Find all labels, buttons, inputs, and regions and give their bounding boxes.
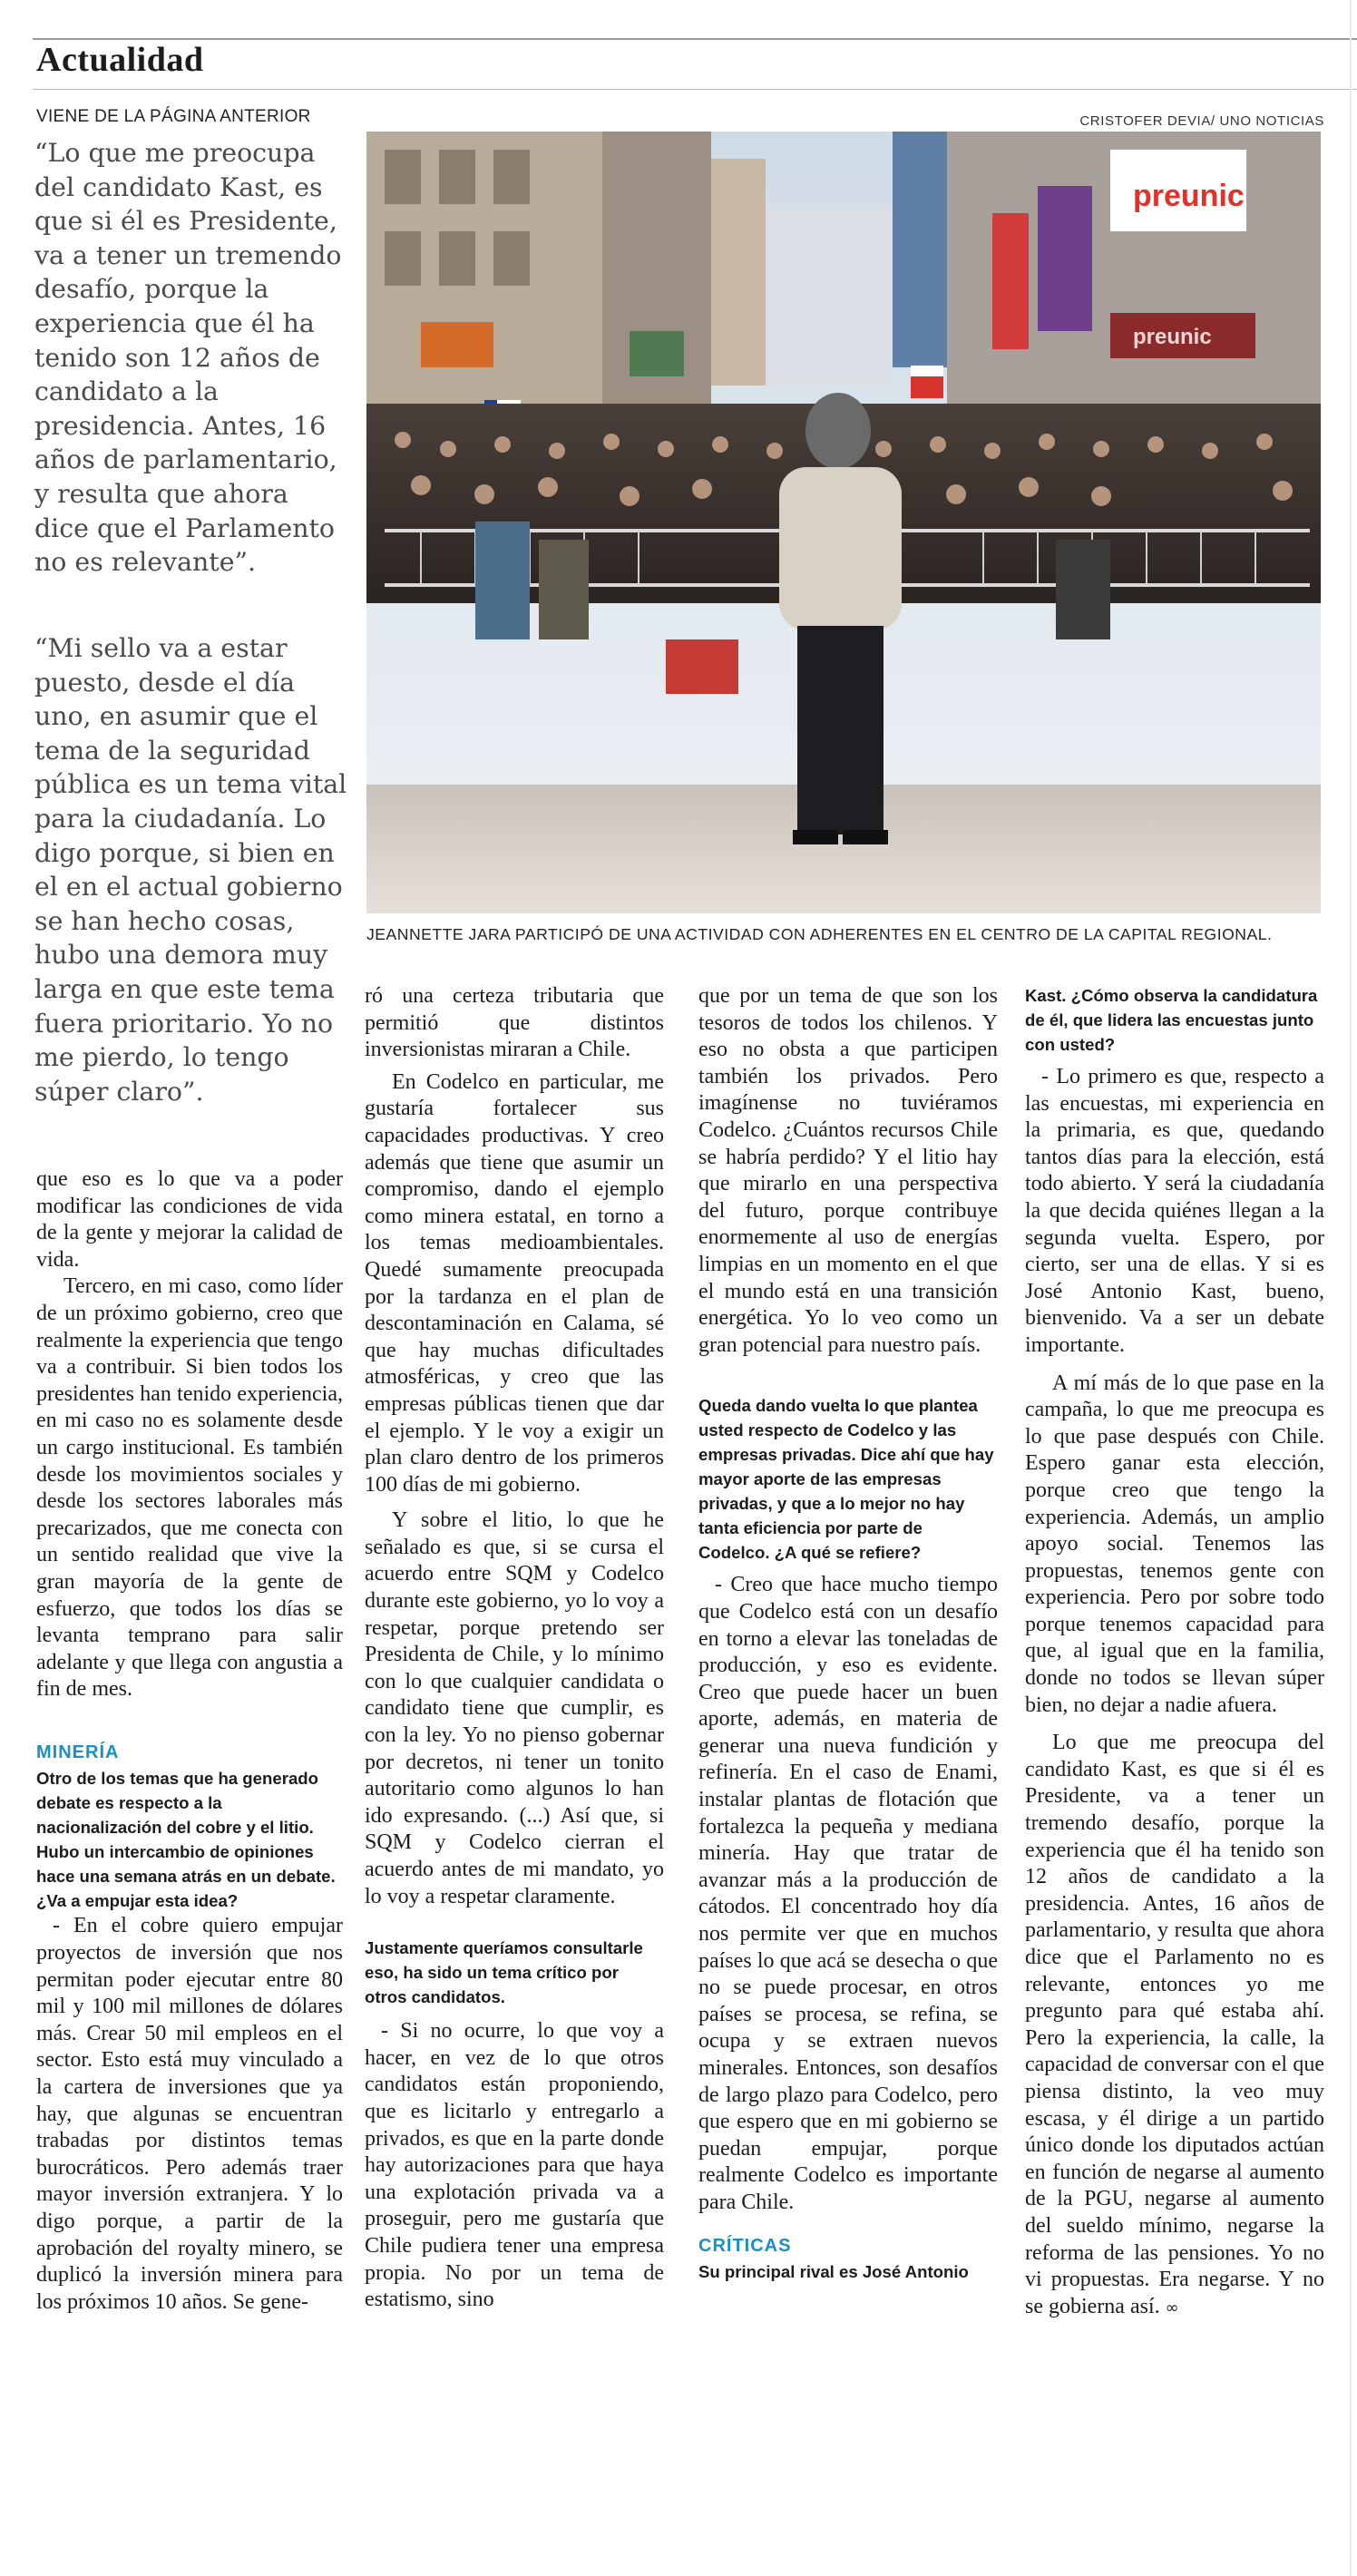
paragraph-text: Lo que me preocupa del candidato Kast, es que si él es Presidente, va a tener un tremendo desafío, porque la experiencia que él ha tenido son 12 años de candidato a la presidencia. Antes, 16 años de parlamentario, y resulta que ahora dice que el Parlamento no es relevante, entonces yo me pregunto para qué estaba ahí. Pero la experiencia, la calle, la capacidad de conversar con el que piensa distinto, la veo muy escasa, y él dirige a un partido único donde los diputados actúan en función de negarse al aumento de la PGU, negarse al aumento del sueldo mínimo, negarse la reforma de las pensiones. Yo no vi propuestas. Era negarse. Y no se gobierna así. <box>1025 1731 1324 2318</box>
paragraph: que eso es lo que va a poder modificar las condiciones de vida de la gente y mejorar la calidad de vida. <box>36 1167 343 1272</box>
paragraph <box>1025 1730 1324 2321</box>
interview-question: Kast. ¿Cómo observa la candidatura de él, que lidera las encuestas junto con usted? <box>1025 986 1318 1054</box>
paragraph: Tercero, en mi caso, como líder de un próximo gobierno, creo que realmente la experiencia que tengo va a contribuir. Si bien todos los presidentes han tenido experiencia, en mi caso no es solamente desde un cargo institucional. Es también desde los movimientos sociales y desde los sectores laborales más precarizados, que me conecta con un sentido realidad que vive la gran mayoría de la gente de esfuerzo, que todos los días se levanta temprano para salir adelante y que llega con angustia a fin de mes. <box>36 1274 343 1702</box>
column-1 <box>36 1166 343 2316</box>
paragraph: ró una certeza tributaria que permitió que distintos inversionistas miraran a Chile. <box>365 984 664 1062</box>
end-mark-icon: ∞ <box>1165 2298 1179 2317</box>
interview-question: Otro de los temas que ha generado debate es respecto a la nacionalización del cobre y el litio. Hubo un intercambio de opiniones hace una semana atrás en un debate. ¿Va a empujar esta idea? <box>36 1769 336 1911</box>
paragraph: A mí más de lo que pase en la campaña, lo que me preocupa es lo que pase después con Chile. Espero ganar esta elección, porque creo que tengo la experiencia. Además, un amplio apoyo social. Tenemos las propuestas, tenemos gente con experiencia. Pero por sobre todo porque tenemos capacidad para que, al igual que en la familia, donde no todos se llevan súper bien, no dejar a nadie afuera. <box>1025 1371 1324 1717</box>
interview-answer: - En el cobre quiero empujar proyectos de inversión que nos permitan poder ejecutar entre 80 mil y 100 mil millones de dólares más. Crear 50 mil empleos en el sector. Esto está muy vinculado a la cartera de inversiones que ya hay, que algunas se encuentran trabadas por distintos temas burocráticos. Pero además traer mayor inversión extranjera. Y lo digo porque, a partir de la aprobación del royalty minero, se duplicó la inversión minera para los próximos 10 años. Se gene- <box>36 1914 343 2314</box>
subhead-criticas: CRÍTICAS <box>698 2235 792 2256</box>
interview-answer: - Lo primero es que, respecto a las encuestas, mi experiencia en la primaria, es que, quedando tantos días para la elección, está todo abierto. Y será la ciudadanía la que decida quiénes llegan a la segunda vuelta. Espero, por cierto, ser una de ellas. Y si es José Antonio Kast, bueno, bienvenido. Va a ser un debate importante. <box>1025 1065 1324 1357</box>
interview-answer: - Si no ocurre, lo que voy a hacer, en vez de lo que otros candidatos están proponiendo, que es licitarlo y entregarlo a privados, es que en la parte donde hay autorizaciones para que haya una explotación privada va a proseguir, pero me gustaría que Chile pudiera tener una empresa propia. No por un tema de estatismo, sino <box>365 2019 664 2312</box>
pull-quote-security: “Mi sello va a estar puesto, desde el día uno, en asumir que el tema de la seguridad pública es un tema vital para la ciudadanía. Lo digo porque, si bien en el en el actual gobierno se han hecho cosas, hubo una demora muy larga en que este tema fuera prioritario. Yo no me pierdo, lo tengo súper claro”. <box>34 633 347 1107</box>
header-rule <box>33 89 1357 90</box>
rally-photo <box>366 132 1321 913</box>
interview-question: Queda dando vuelta lo que plantea usted respecto de Codelco y las empresas privadas. Dice ahí que hay mayor aporte de las empresas privadas, y que a lo mejor no hay tanta eficiencia por parte de Codelco. ¿A qué se refiere? <box>698 1396 994 1563</box>
column-3 <box>698 983 998 2284</box>
photo-credit: CRISTOFER DEVIA/ UNO NOTICIAS <box>1079 113 1324 129</box>
paragraph: En Codelco en particular, me gustaría fortalecer sus capacidades productivas. Y creo además que tiene que asumir un compromiso, dando el ejemplo como minera estatal, en torno a los temas medioambientales. Quedé sumamente preocupada por la tardanza en el plan de descontaminación en Calama, sé que hay muchas dificultades atmosféricas, y creo que las empresas públicas tienen que dar el ejemplo. Y le voy a exigir un plan claro dentro de los primeros 100 días de mi gobierno. <box>365 1069 664 1497</box>
interview-question: Su principal rival es José Antonio <box>698 2262 969 2282</box>
photo-caption: JEANNETTE JARA PARTICIPÓ DE UNA ACTIVIDAD CON ADHERENTES EN EL CENTRO DE LA CAPITAL REGIONAL. <box>366 925 1273 943</box>
paragraph: que por un tema de que son los tesoros de todos los chilenos. Y eso no obsta a que participen también los privados. Pero imagínense no tuviéramos Codelco. ¿Cuántos recursos Chile se habría perdido? Y el litio hay que mirarlo en una perspectiva del futuro, porque contribuye enormemente al uso de energías limpias en un momento en el que el mundo está en una transición energética. Yo lo veo como un gran potencial para nuestro país. <box>698 984 998 1357</box>
store-sign-preunic-top: preunic <box>1133 179 1245 213</box>
section-title: Actualidad <box>36 41 204 79</box>
column-2 <box>365 983 664 2314</box>
interview-answer: - Creo que hace mucho tiempo que Codelco está con un desafío en torno a elevar las toneladas de producción, y eso es evidente. Creo que puede hacer un buen aporte, además, en materia de generar una nueva fundición y refinería. En el caso de Enami, instalar plantas de flotación que fortalezca la pequeña y mediana minería. Hay que tratar de avanzar más a la producción de cátodos. El concentrado hoy día nos permite ver que en muchos países lo que acá se desecha o que no se puede procesar, en otros países se procesa, se refina, se ocupa y se extraen nuevos minerales. Entonces, son desafíos de largo plazo para Codelco, pero que espero que en mi gobierno se puedan empujar, porque realmente Codelco es importante para Chile. <box>698 1573 998 2214</box>
page-edge <box>1350 0 1352 2576</box>
store-sign-preunic-lower: preunic <box>1133 325 1212 349</box>
subhead-mineria: MINERÍA <box>36 1742 120 1762</box>
continued-from-label: VIENE DE LA PÁGINA ANTERIOR <box>36 107 311 126</box>
column-4 <box>1025 983 1324 2321</box>
pull-quote-kast: “Lo que me preocupa del candidato Kast, es que si él es Presidente, va a tener un tremendo desafío, porque la experiencia que él ha tenido son 12 años de candidato a la presidencia. Antes, 16 años de parlamentario, y resulta que ahora dice que el Parlamento no es relevante”. <box>34 138 342 578</box>
paragraph: Y sobre el litio, lo que he señalado es que, si se cursa el acuerdo entre SQM y Codelco durante este gobierno, yo lo voy a respetar, porque pretendo ser Presidenta de Chile, y lo mínimo con lo que cualquier candidata o candidato tiene que cumplir, es con la ley. Yo no pienso gobernar por decretos, ni tener un tonito autoritario como algunos lo han ido expresando. (...) Así que, si SQM y Codelco cierran el acuerdo antes de mi mandato, yo lo voy a respetar claramente. <box>365 1508 664 1908</box>
interview-question: Justamente queríamos consultarle eso, ha sido un tema crítico por otros candidatos. <box>365 1938 643 2007</box>
top-rule <box>33 38 1357 40</box>
